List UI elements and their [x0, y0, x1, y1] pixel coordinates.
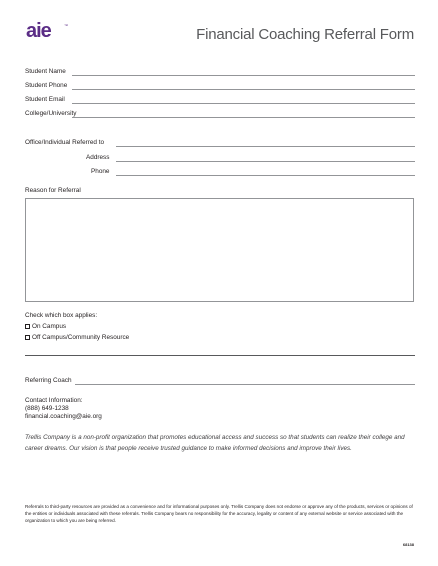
referring-coach-field[interactable]: [75, 384, 415, 385]
checkbox-icon[interactable]: [25, 335, 30, 340]
contact-phone: (888) 649-1238: [25, 405, 69, 412]
section-divider: [25, 355, 415, 356]
checkbox-prompt: Check which box applies:: [25, 312, 98, 319]
college-label: College/University: [25, 110, 77, 117]
checkbox-icon[interactable]: [25, 324, 30, 329]
referring-coach-label: Referring Coach: [25, 377, 72, 384]
office-referred-label: Office/Individual Referred to: [25, 139, 105, 146]
student-phone-field[interactable]: [72, 89, 415, 90]
logo-trademark: ™: [64, 23, 68, 28]
office-referred-field[interactable]: [116, 146, 415, 147]
checkbox-option-off-campus[interactable]: [25, 334, 129, 341]
student-name-field[interactable]: [72, 75, 415, 76]
disclaimer-text: Referrals to third-party resources are provided as a convenience and for informational purposes only. Trellis Company does not endorse or approve any of the products, services or opinions of the entities or individuals associated with these referrals. Trellis Company bears no responsibility for the accuracy, legality or content of any external website or service associated with the organization to which you are being referred.: [25, 504, 413, 523]
address-label: Address: [86, 154, 110, 161]
phone-label: Phone: [91, 168, 110, 175]
address-field[interactable]: [116, 161, 415, 162]
on-campus-label: On Campus: [32, 323, 67, 330]
mission-statement: Trellis Company is a non-profit organization that promotes educational access and success so that students can realize their college and career dreams. Our vision is that people receive trusted guidance to make informed decisions and improve their lives.: [25, 434, 405, 452]
contact-heading: Contact Information:: [25, 397, 83, 404]
student-name-label: Student Name: [25, 68, 66, 75]
reason-label: Reason for Referral: [25, 187, 81, 194]
form-title: Financial Coaching Referral Form: [196, 26, 414, 43]
aie-logo: [26, 20, 70, 42]
off-campus-label: Off Campus/Community Resource: [32, 334, 130, 341]
contact-email[interactable]: financial.coaching@aie.org: [25, 413, 102, 420]
student-email-label: Student Email: [25, 96, 65, 103]
student-email-field[interactable]: [72, 103, 415, 104]
reason-textarea[interactable]: [25, 198, 414, 302]
college-field[interactable]: [72, 117, 415, 118]
logo-text: aie: [26, 20, 51, 42]
phone-field[interactable]: [116, 175, 415, 176]
checkbox-option-on-campus[interactable]: [25, 323, 66, 330]
student-phone-label: Student Phone: [25, 82, 68, 89]
form-code: 68138: [402, 542, 414, 547]
